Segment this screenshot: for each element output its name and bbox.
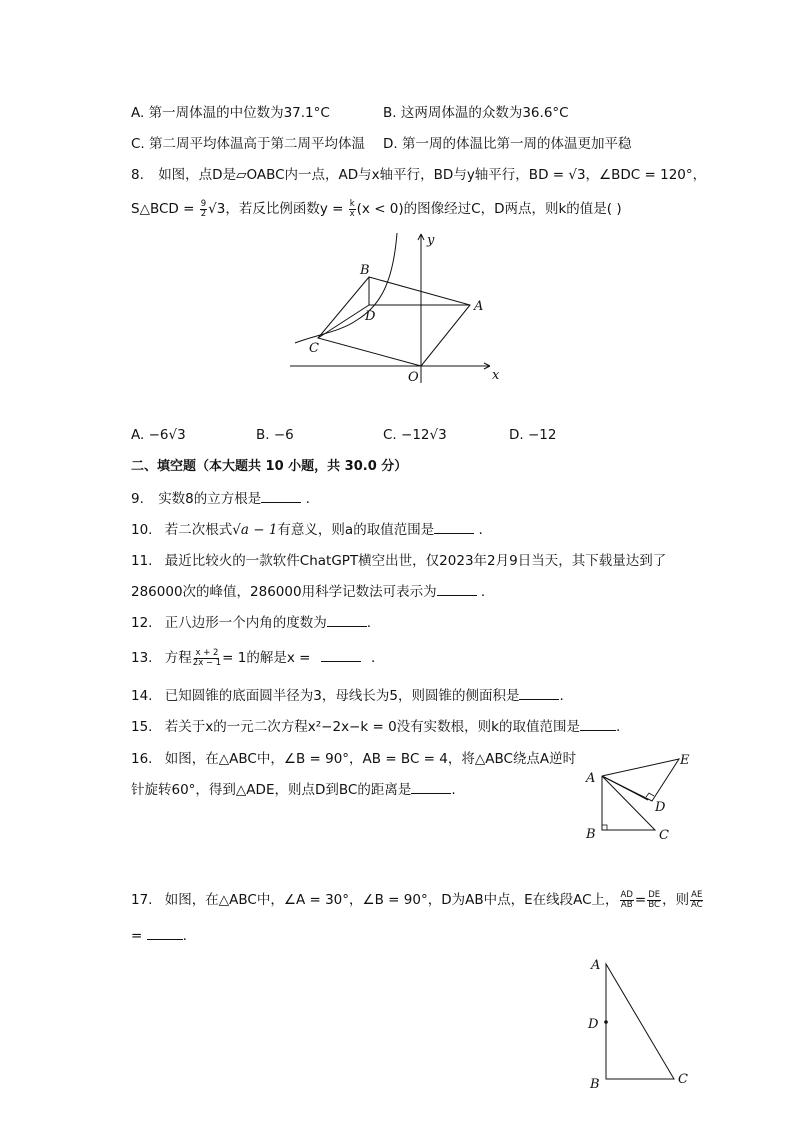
q8-label-o: O	[408, 370, 419, 385]
q7-option-b: B. 这两周体温的众数为36.6°C	[383, 105, 569, 121]
q16-label-a: A	[586, 771, 596, 786]
q16-triangle-ade	[602, 759, 679, 801]
q9-end: .	[305, 491, 310, 507]
q17-triangle-abc	[606, 964, 674, 1079]
q17-text-line1: 如图，在△ABC中，∠A = 30°，∠B = 90°，D为AB中点，E在线段AC上，	[164, 892, 619, 908]
q8-label-y: y	[427, 233, 435, 248]
q17-label-c: C	[678, 1072, 688, 1087]
q8-label-d: D	[365, 309, 376, 324]
q17-label-d: D	[588, 1017, 599, 1032]
q7-option-a: A. 第一周体温的中位数为37.1°C	[131, 105, 330, 121]
q16-label-c: C	[659, 828, 669, 843]
q14-answer-blank	[519, 687, 559, 700]
q17-fraction-ad-ab: $\frac{AD}{AB}$	[620, 889, 633, 910]
q12-text: 正八边形一个内角的度数为	[164, 615, 327, 631]
q10-answer-blank	[434, 521, 474, 534]
q8-number: 8.	[131, 167, 144, 183]
q8-option-c: C. −12√3	[383, 427, 447, 443]
q16-figure	[582, 748, 697, 848]
q17-text-line2: =	[131, 928, 143, 944]
q13-text-post: = 1的解是x =	[222, 650, 311, 666]
q16-answer-blank	[411, 781, 451, 794]
q17-label-a: A	[591, 958, 601, 973]
q14	[131, 687, 564, 705]
q12	[131, 614, 371, 632]
q10-end: .	[478, 522, 483, 538]
q10-radical: √a − 1	[232, 522, 278, 538]
q8-option-d: D. −12	[509, 427, 557, 443]
q17-fraction-de-bc: $\frac{DE}{BC}$	[648, 889, 661, 910]
q16-right-angle-b	[602, 825, 607, 830]
q8-area-radical: √3	[208, 201, 226, 217]
q14-number: 14.	[131, 688, 153, 704]
q13-fraction: $\frac{x + 2}{2x - 1}$	[192, 647, 222, 668]
q13-end: .	[371, 650, 376, 666]
q8-option-b: B. −6	[256, 427, 294, 443]
q16-line2	[131, 781, 456, 799]
q11-end: .	[480, 584, 486, 600]
q7-option-c: C. 第二周平均体温高于第二周平均体温	[131, 136, 366, 152]
q8-label-a: A	[474, 299, 484, 314]
q16-label-b: B	[586, 827, 596, 842]
q11-text-line1: 最近比较火的一款软件ChatGPT横空出世，仅2023年2月9日当天，其下载量达到了	[164, 553, 667, 569]
q16-text-line1: 如图，在△ABC中，∠B = 90°，AB = BC = 4，将△ABC绕点A逆时	[164, 751, 577, 767]
q11-line2	[131, 583, 485, 601]
q8-figure	[285, 228, 510, 388]
q16-right-angle-d	[646, 793, 654, 797]
q11-text-line2: 286000次的峰值，286000用科学记数法可表示为	[131, 584, 437, 600]
q17-line1	[131, 888, 704, 912]
q16-text-line2: 针旋转60°，得到△ADE，则点D到BC的距离是	[131, 782, 412, 798]
q8-parallelogram	[318, 277, 470, 366]
q8-hyperbola	[295, 233, 397, 343]
q17-number: 17.	[131, 892, 153, 908]
q8-segment-cd	[318, 305, 369, 338]
q8-option-a: A. −6√3	[131, 427, 186, 443]
q16-end: .	[451, 782, 456, 798]
q16-label-e: E	[680, 753, 690, 768]
q8-line1	[131, 166, 706, 184]
q15-end: .	[616, 719, 621, 735]
q16-line1	[131, 750, 576, 768]
q12-end: .	[366, 615, 372, 631]
q9-answer-blank	[261, 490, 301, 503]
q8-text-line1: 如图，点D是▱OABC内一点，AD与x轴平行，BD与y轴平行，BD = √3，∠BDC = 120°，	[158, 167, 707, 183]
q16-number: 16.	[131, 751, 153, 767]
section-2-heading: 二、填空题（本大题共 10 小题，共 30.0 分）	[131, 459, 408, 474]
q8-label-c: C	[309, 341, 319, 356]
q9-number: 9.	[131, 491, 144, 507]
q8-label-b: B	[360, 263, 370, 278]
q10-text-post: 有意义，则a的取值范围是	[277, 522, 435, 538]
q7-option-d: D. 第一周的体温比第一周的体温更加平稳	[383, 136, 632, 152]
q13-number: 13.	[131, 650, 153, 666]
q17-answer-blank	[147, 927, 183, 940]
q17-end: .	[182, 928, 187, 944]
q16-triangle-abc	[602, 776, 655, 830]
q10-text-pre: 若二次根式	[164, 522, 233, 538]
q13-text-pre: 方程	[164, 650, 192, 666]
q8-text-line2-end: (x < 0)的图像经过C，D两点，则k的值是( )	[356, 201, 622, 217]
q8-function-fraction: $\frac{k}{x}$	[349, 198, 355, 219]
q9-text: 实数8的立方根是	[158, 491, 262, 507]
q17-fraction-ae-ac: $\frac{AE}{AC}$	[690, 889, 703, 910]
q8-area-fraction: $\frac{9}{2}$	[200, 198, 207, 219]
q8-text-line2: ，若反比例函数y =	[225, 201, 344, 217]
q12-answer-blank	[327, 614, 367, 627]
q17-point-d	[604, 1020, 608, 1024]
q17-text-mid: ，则	[662, 892, 690, 908]
q17-equals: =	[634, 892, 647, 908]
q15-text: 若关于x的一元二次方程x²−2x−k = 0没有实数根，则k的取值范围是	[164, 719, 580, 735]
q15	[131, 718, 620, 736]
q11-line1	[131, 552, 666, 570]
q9	[131, 490, 310, 508]
q12-number: 12.	[131, 615, 153, 631]
q17-line2	[131, 927, 187, 945]
q10-number: 10.	[131, 522, 153, 538]
q14-end: .	[559, 688, 564, 704]
q11-number: 11.	[131, 553, 153, 569]
q16-label-d: D	[655, 800, 666, 815]
q17-figure	[582, 952, 697, 1092]
q8-label-x: x	[492, 368, 500, 383]
q17-label-b: B	[590, 1077, 600, 1092]
q10	[131, 521, 483, 539]
q15-number: 15.	[131, 719, 153, 735]
q13	[131, 646, 375, 670]
q15-answer-blank	[580, 718, 616, 731]
q11-answer-blank	[437, 583, 477, 596]
q8-area-label: S△BCD =	[131, 201, 195, 217]
q16-segment-ad-inner	[602, 776, 648, 800]
q8-line2	[131, 197, 622, 221]
q14-text: 已知圆锥的底面圆半径为3，母线长为5，则圆锥的侧面积是	[164, 688, 520, 704]
q13-answer-blank	[321, 649, 361, 662]
